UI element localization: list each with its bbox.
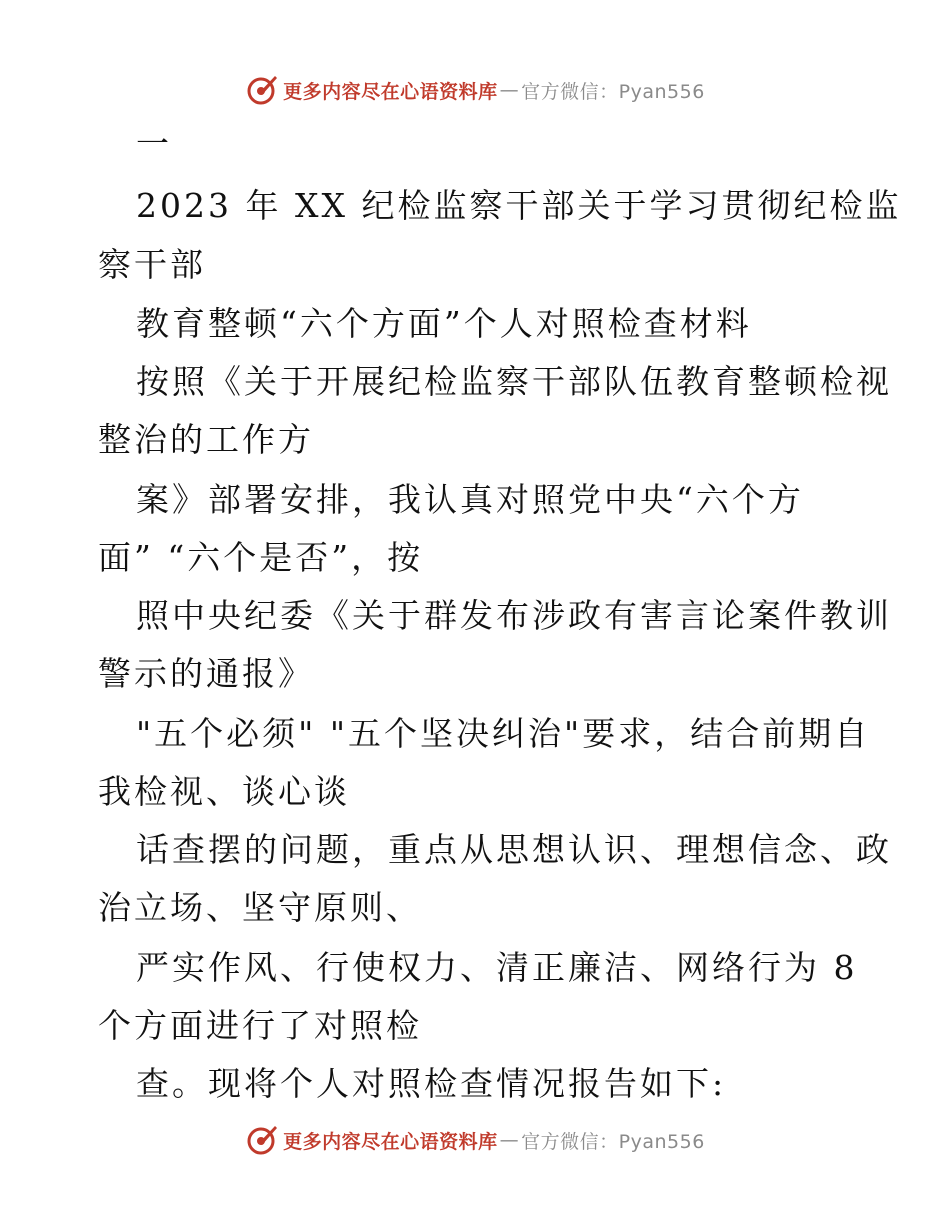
watermark-wechat-text: 官方微信：Pyan556 [521, 80, 705, 103]
doc-line: 严实作风、行使权力、清正廉洁、网络行为 8 [136, 948, 858, 987]
watermark-dash: — [499, 1129, 520, 1151]
watermark-site-text: 更多内容尽在心语资料库 [283, 80, 498, 103]
doc-line: 整治的工作方 [98, 420, 314, 459]
doc-line: 面” “六个是否”，按 [98, 538, 424, 577]
doc-line: 警示的通报》 [98, 654, 314, 693]
doc-subtitle-line: 教育整顿“六个方面”个人对照检查材料 [136, 304, 752, 343]
quill-logo-icon [245, 1123, 279, 1157]
doc-line: 查。现将个人对照检查情况报告如下: [136, 1064, 727, 1103]
doc-line: 治立场、坚守原则、 [98, 888, 422, 927]
doc-line: 个方面进行了对照检 [98, 1006, 422, 1045]
doc-line: 案》部署安排，我认真对照党中央“六个方 [136, 480, 804, 519]
watermark-wechat-text: 官方微信：Pyan556 [521, 1130, 705, 1153]
doc-line: 话查摆的问题，重点从思想认识、理想信念、政 [136, 830, 892, 869]
doc-title-line: 察干部 [98, 245, 206, 284]
doc-line: 我检视、谈心谈 [98, 772, 350, 811]
doc-line: 按照《关于开展纪检监察干部队伍教育整顿检视 [136, 362, 892, 401]
doc-line: 一 [136, 124, 172, 163]
watermark-site-text: 更多内容尽在心语资料库 [283, 1130, 498, 1153]
watermark-dash: — [499, 79, 520, 101]
doc-title-line: 2023 年 XX 纪检监察干部关于学习贯彻纪检监 [136, 186, 902, 225]
doc-line: 照中央纪委《关于群发布涉政有害言论案件教训 [136, 596, 892, 635]
footer-watermark [0, 1120, 950, 1160]
doc-line: "五个必须" "五个坚决纠治"要求，结合前期自 [136, 714, 871, 753]
